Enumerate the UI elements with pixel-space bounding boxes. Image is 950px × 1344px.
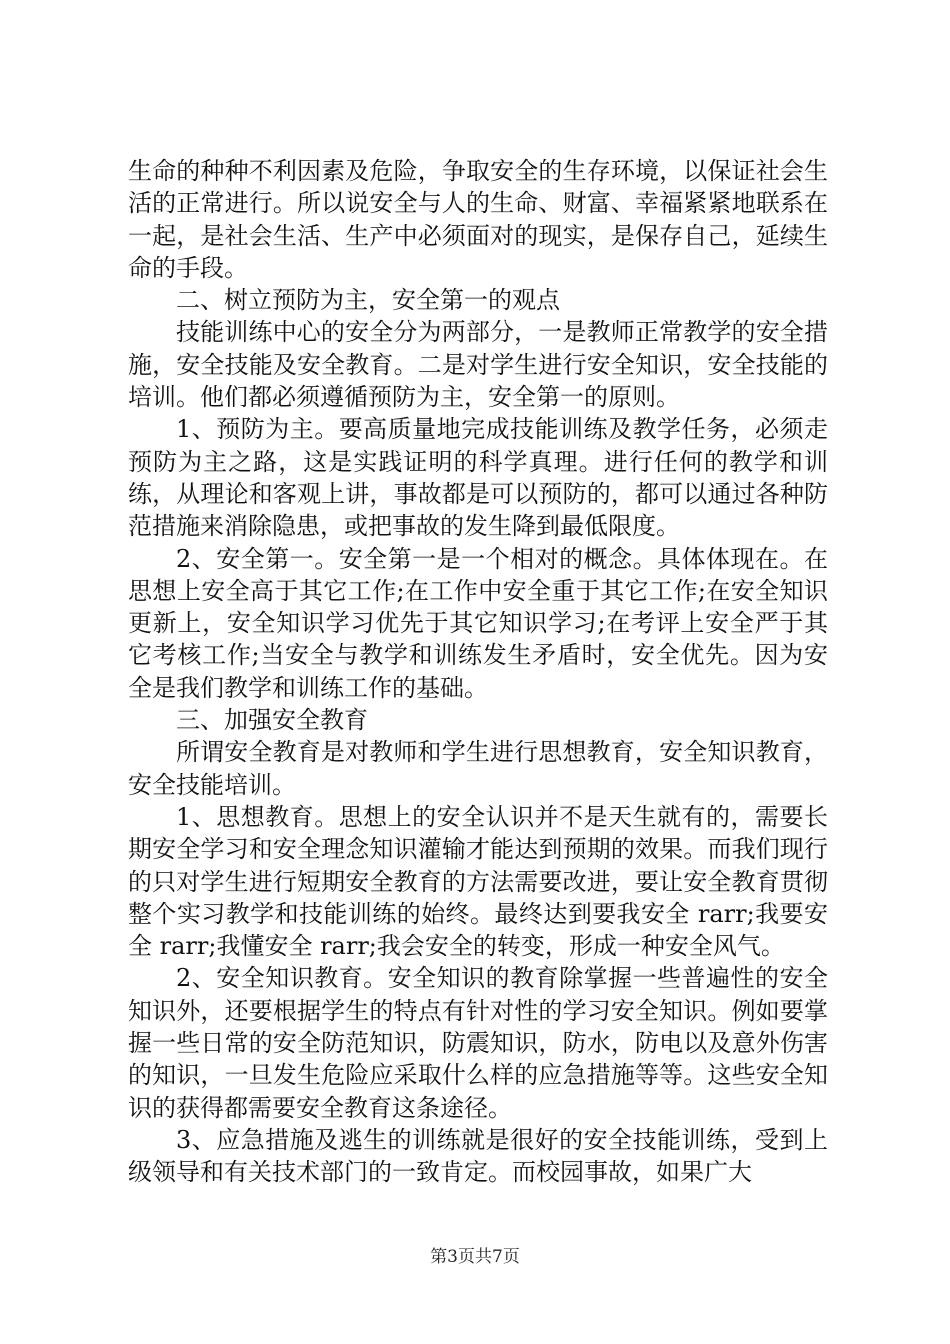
heading-section-2: 二、树立预防为主，安全第一的观点 — [176, 286, 560, 315]
paragraph-3: 技能训练中心的安全分为两部分，一是教师正常教学的安全措施，安全技能及安全教育。二是对学生进行安全知识，安全技能的培训。他们都必须遵循预防为主，安全第一的原则。 — [128, 318, 828, 412]
page-footer — [0, 1246, 950, 1268]
paragraph-7: 所谓安全教育是对教师和学生进行思想教育，安全知识教育，安全技能培训。 — [128, 738, 828, 799]
paragraph-4: 1、预防为主。要高质量地完成技能训练及教学任务，必须走预防为主之路，这是实践证明的科学真理。进行任何的教学和训练，从理论和客观上讲，事故都是可以预防的，都可以通过各种防范措施来消除隐患，或把事故的发生降到最低限度。 — [128, 415, 828, 541]
paragraph-10: 3、应急措施及逃生的训练就是很好的安全技能训练，受到上级领导和有关技术部门的一致肯定。而校园事故，如果广大 — [128, 1125, 828, 1187]
document-body — [128, 155, 828, 1189]
page-number-total: 共7页 — [475, 1247, 520, 1267]
page-number-current: 第3页 — [430, 1247, 475, 1267]
paragraph-5: 2、安全第一。安全第一是一个相对的概念。具体体现在。在思想上安全高于其它工作;在工作中安全重于其它工作;在安全知识更新上，安全知识学习优先于其它知识学习;在考评上安全严于其它考核工作;当安全与教学和训练发生矛盾时，安全优先。因为安全是我们教学和训练工作的基础。 — [128, 544, 828, 702]
paragraph-9: 2、安全知识教育。安全知识的教育除掌握一些普遍性的安全知识外，还要根据学生的特点有针对性的学习安全知识。例如要掌握一些日常的安全防范知识，防震知识，防水，防电以及意外伤害的知识，一旦发生危险应采取什么样的应急措施等等。这些安全知识的获得都需要安全教育这条途径。 — [128, 964, 828, 1122]
paragraph-1: 生命的种种不利因素及危险，争取安全的生存环境，以保证社会生活的正常进行。所以说安全与人的生命、财富、幸福紧紧地联系在一起，是社会生活、生产中必须面对的现实，是保存自己，延续生命的手段。 — [128, 157, 828, 282]
heading-section-3: 三、加强安全教育 — [176, 706, 368, 735]
paragraph-8: 1、思想教育。思想上的安全认识并不是天生就有的，需要长期安全学习和安全理念知识灌输才能达到预期的效果。而我们现行的只对学生进行短期安全教育的方法需要改进，要让安全教育贯彻整个实习教学和技能训练的始终。最终达到要我安全 rarr;我要安全 rarr;我懂安全 rarr;我会安全的转变，形成一种安全风气。 — [128, 802, 828, 961]
